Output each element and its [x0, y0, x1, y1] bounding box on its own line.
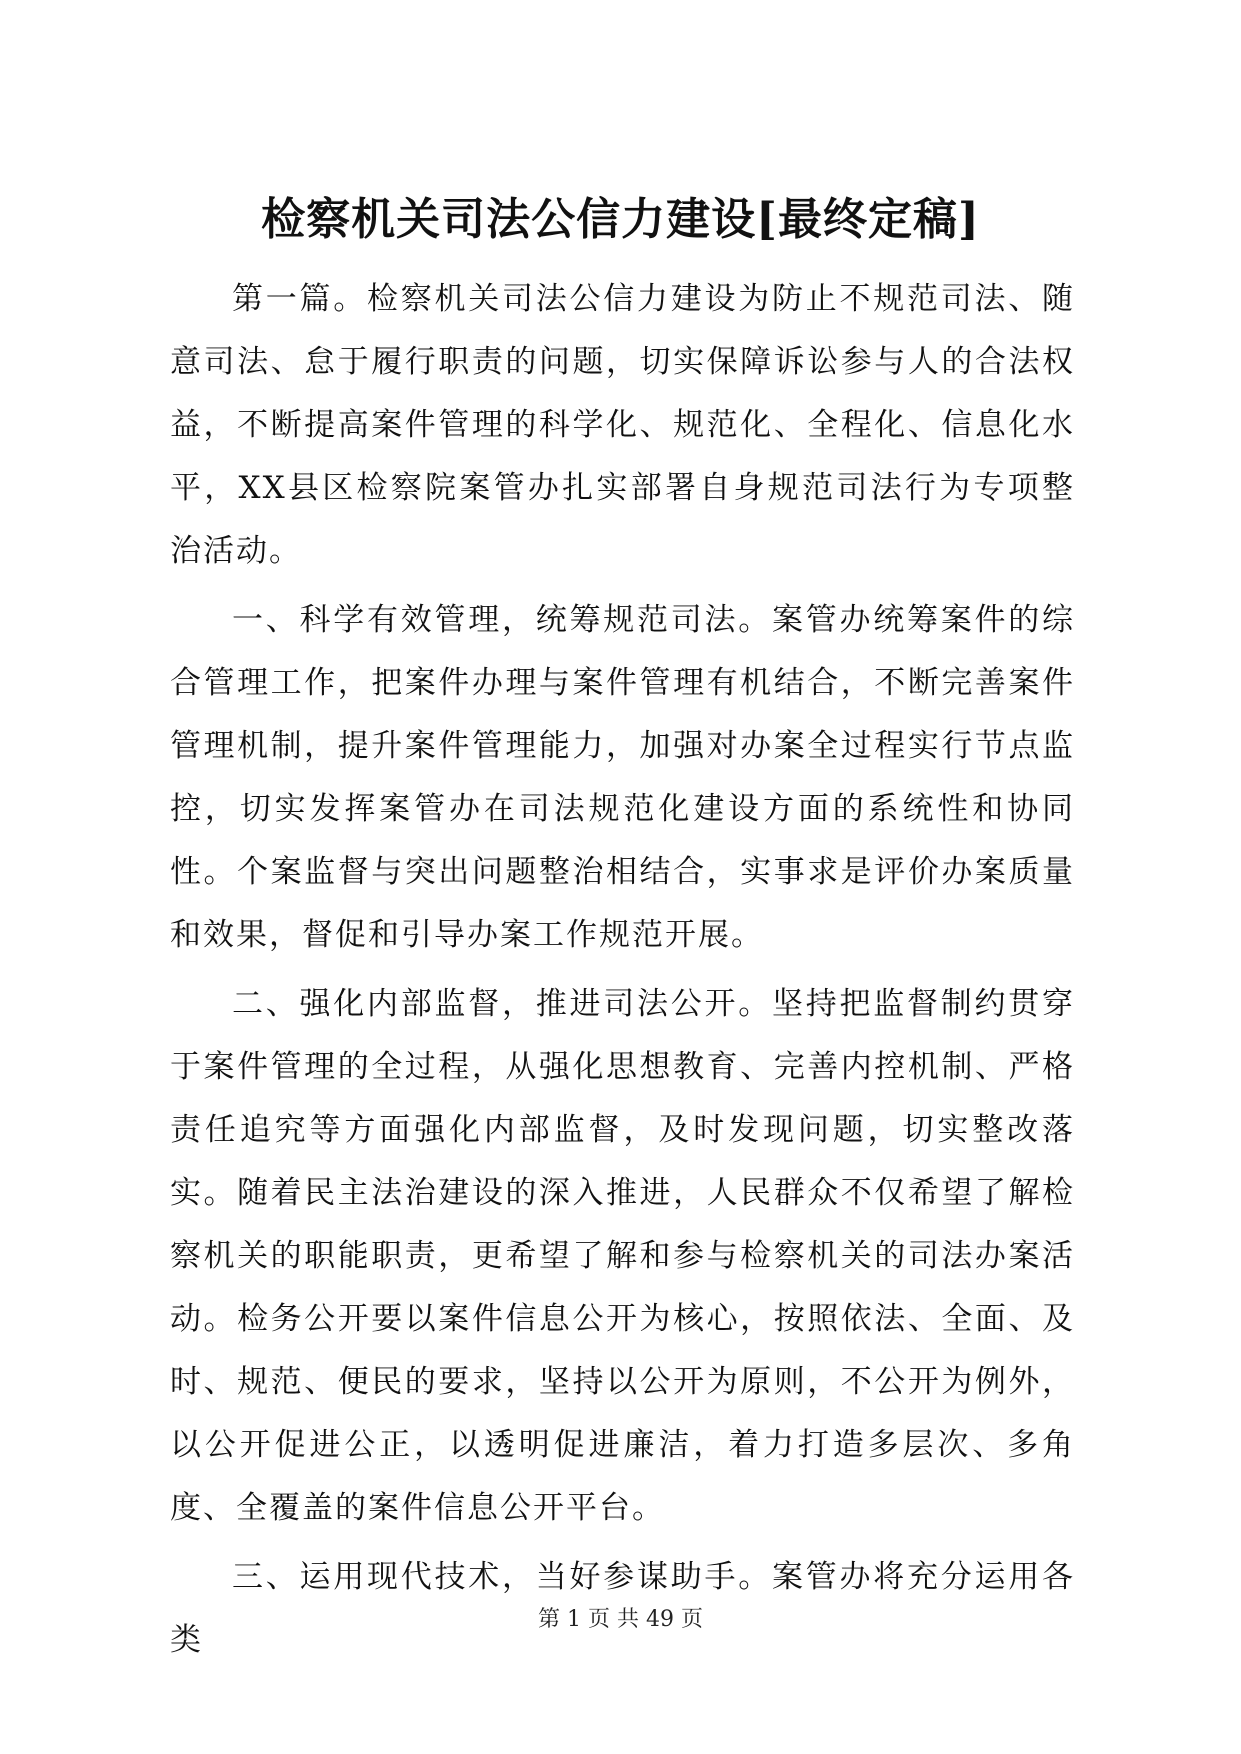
- document-title: 检察机关司法公信力建设[最终定稿]: [261, 194, 980, 245]
- paragraph-section-two: 二、强化内部监督，推进司法公开。坚持把监督制约贯穿于案件管理的全过程，从强化思想教育、完善内控机制、严格责任追究等方面强化内部监督，及时发现问题，切实整改落实。随着民主法治建设的深入推进，人民群众不仅希望了解检察机关的职能职责，更希望了解和参与检察机关的司法办案活动。检务公开要以案件信息公开为核心，按照依法、全面、及时、规范、便民的要求，坚持以公开为原则，不公开为例外，以公开促进公正，以透明促进廉洁，着力打造多层次、多角度、全覆盖的案件信息公开平台。: [170, 986, 1075, 1526]
- paragraph-section-one: 一、科学有效管理，统筹规范司法。案管办统筹案件的综合管理工作，把案件办理与案件管理有机结合，不断完善案件管理机制，提升案件管理能力，加强对办案全过程实行节点监控，切实发挥案管办在司法规范化建设方面的系统性和协同性。个案监督与突出问题整治相结合，实事求是评价办案质量和效果，督促和引导办案工作规范开展。: [170, 602, 1075, 953]
- paragraph-section-three: 三、运用现代技术，当好参谋助手。案管办将充分运用各类: [170, 1559, 1075, 1658]
- paragraph-intro: 第一篇。检察机关司法公信力建设为防止不规范司法、随意司法、怠于履行职责的问题，切实保障诉讼参与人的合法权益，不断提高案件管理的科学化、规范化、全程化、信息化水平，XX县区检察院案管办扎实部署自身规范司法行为专项整治活动。: [170, 281, 1075, 569]
- document-body: [170, 268, 1075, 1672]
- page-number-footer: 第 1 页 共 49 页: [538, 1607, 703, 1632]
